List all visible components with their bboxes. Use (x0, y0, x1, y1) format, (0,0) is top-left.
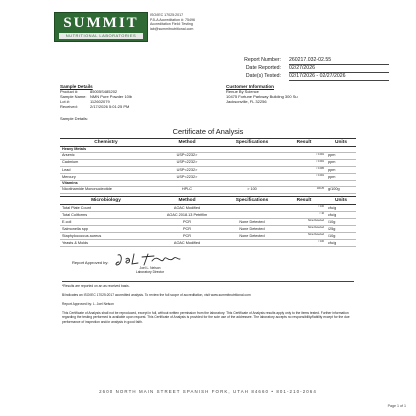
table-row: Arsenic USP<2232> $^{< 0.001}$ ppm (60, 152, 356, 159)
microbiology-table (60, 196, 356, 247)
table-row: Total Coliforms AOAC 2018.13 Petrifilm $^{< 10}$ cfu/g (60, 212, 356, 219)
sample-details-label: Sample Details: (60, 116, 89, 121)
col-header: Specifications (222, 139, 282, 147)
sample-details (60, 84, 132, 109)
accreditation-line: Accreditation Field: Testing (150, 22, 193, 27)
field-label: Sample Name: (60, 94, 87, 99)
field-label: Lot #: (60, 99, 71, 104)
col-header: Units (326, 197, 356, 205)
group-heading: Vitamins (60, 181, 356, 187)
sample-heading: Sample Details (60, 84, 93, 89)
accreditation-info (150, 13, 195, 31)
report-number: 260217.032-02.55 (289, 57, 389, 65)
customer-line: Renue By Science (226, 89, 259, 94)
table-row: Mercury USP<2232> $^{< 0.001}$ ppm (60, 173, 356, 180)
date-reported-label: Date Reported: (245, 65, 281, 71)
field-label: Product #: (60, 89, 79, 94)
page-number: Page 1 of 1 (387, 404, 406, 408)
logo-subtitle: NUTRITIONAL LABORATORIES (59, 33, 143, 39)
report-number-label: Report Number: (244, 57, 281, 63)
accreditation-line: lab@summitnutritional.com (150, 26, 194, 31)
table-row: Yeasts & Molds AOAC Modified $^{< 100}$ cfu/g (60, 240, 356, 247)
field-value: 112602079 (90, 99, 110, 104)
note-approver: Report Approved by: L. Joel Nelson (62, 302, 114, 306)
customer-line: 10475 Fortune Parkway Building 300 Su (226, 94, 298, 99)
divider (62, 281, 354, 282)
approver-title: Laboratory Director (135, 270, 165, 274)
field-label: Received: (60, 104, 78, 109)
customer-heading: Customer Information (226, 84, 274, 89)
field-value: 2/17/2026 5:01:25 PM (90, 104, 130, 109)
customer-line: Jacksonville, FL 32256 (226, 99, 267, 104)
col-header: Result (282, 139, 326, 147)
accreditation-line: ISO/IEC 17025:2017 (150, 13, 184, 17)
approver-name: Joel L. Nelson (139, 266, 161, 270)
table-row: Lead USP<2232> $^{< 0.005}$ ppm (60, 166, 356, 173)
approved-by-label: Report Approved by: (72, 260, 109, 265)
dates-tested-label: Date(s) Tested: (245, 73, 281, 79)
note-disclaimer: This Certificate of Analysis shall not be reproduced, except in full, without written permission from the laboratory. This Certificate of Analysis results apply only to the items tested. Further information regarding the testing performed is available upon request. This Certificate of Analysis is provided for the sole use of the addressee. The laboratory accepts no responsibility/liability except for the due performance of inspection and/or analysis in good faith. (62, 311, 350, 324)
group-heading: Heavy Metals (60, 147, 356, 153)
table-row: Total Plate Count AOAC Modified $^{< 100}$ cfu/g (60, 205, 356, 212)
col-header: Units (326, 139, 356, 147)
footer-address: 2600 NORTH MAIN STREET SPANISH FORK, UTAH 84660 • 801-210-2064 (99, 389, 317, 394)
note-basis: *Results are reported on an as received basis. (62, 284, 130, 288)
col-header: Result (282, 197, 326, 205)
date-reported: 02/27/2026 (289, 65, 389, 73)
table-row: Cadmium USP<2232> $^{< 0.001}$ ppm (60, 159, 356, 166)
field-value: NMN Pure Powder 10lb (90, 94, 133, 99)
lab-logo (54, 12, 148, 42)
col-header: Microbiology (60, 197, 152, 205)
certificate-title: Certificate of Analysis (172, 127, 244, 136)
customer-info (226, 84, 298, 104)
table-row: Staphylococcus aureus PCR None Detected $^{None Detected}$ /10g (60, 233, 356, 240)
col-header: Specifications (222, 197, 282, 205)
chemistry-table (60, 138, 356, 194)
logo-wordmark: SUMMIT (63, 15, 139, 31)
col-header: Method (152, 197, 222, 205)
table-row: Nicotinamide Mononucleotide HPLC > 100 $^{100.25}$ g/100g (60, 186, 356, 193)
accreditation-line: PJLA Accreditation #: 75496 (150, 17, 195, 22)
field-value: 85005S485202 (90, 89, 118, 94)
note-accreditation: B/indicates an ISO/IEC 17025:2017 accredited analysis. To review the full scope of accreditation, visit www.summitnutritional.com (62, 293, 251, 297)
dates-tested: 02/17/2026 - 02/27/2026 (289, 73, 389, 81)
col-header: Chemistry (60, 139, 152, 147)
table-row: Salmonella spp PCR None Detected $^{None Detected}$ /25g (60, 226, 356, 233)
report-info (227, 57, 389, 81)
table-row: E.coli PCR None Detected $^{None Detected}$ /10g (60, 219, 356, 226)
col-header: Method (152, 139, 222, 147)
